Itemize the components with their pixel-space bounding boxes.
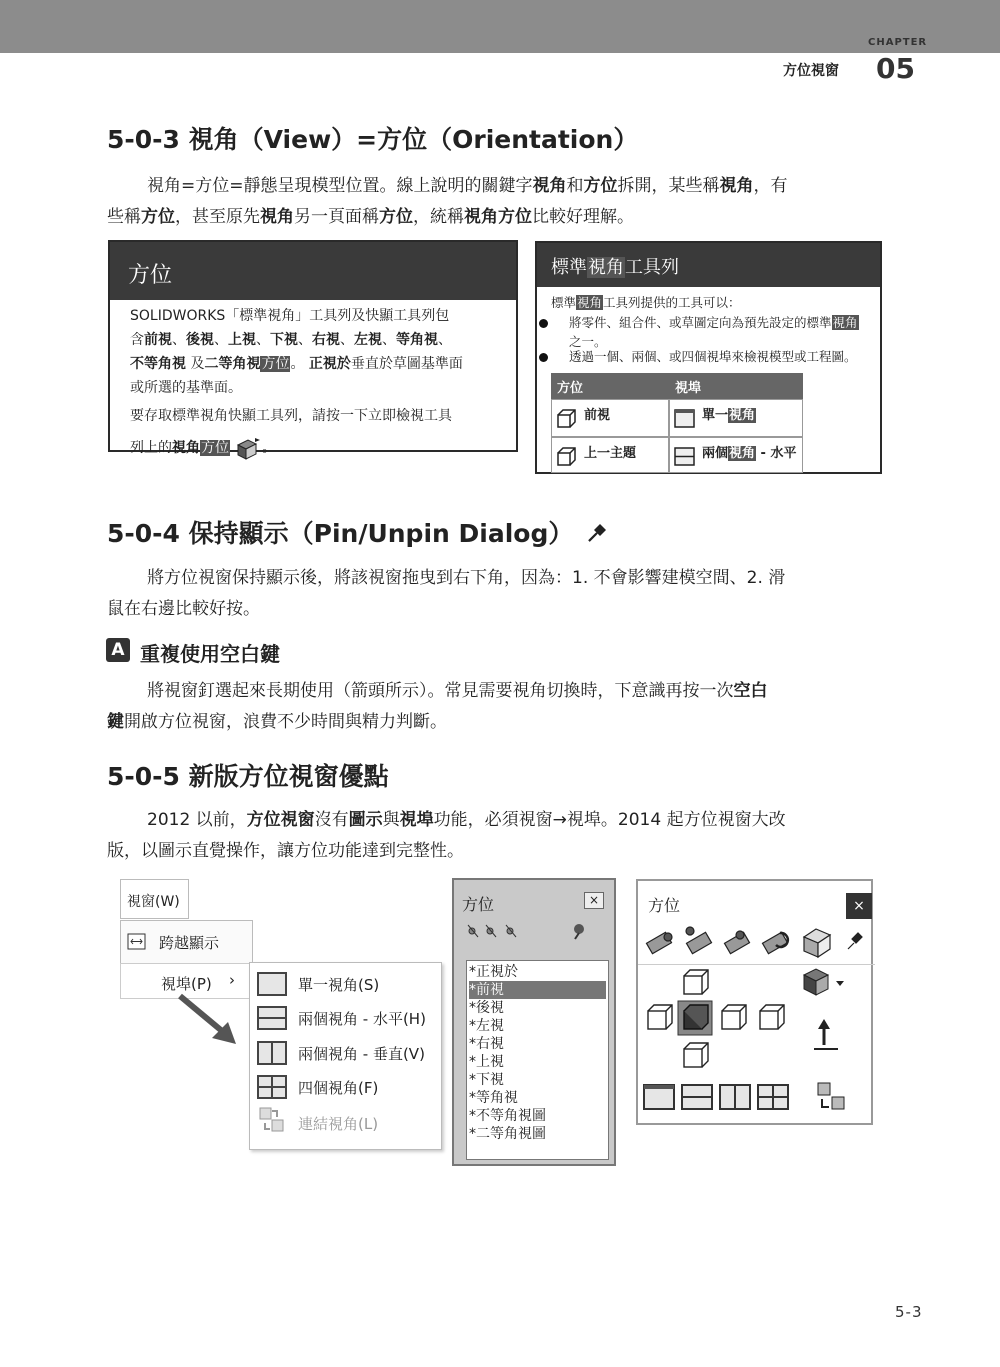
submenu-item-disabled: 連結視角(L) xyxy=(298,1115,379,1133)
section-title-5-0-3: 5-0-3 視角（View）=方位（Orientation） xyxy=(107,125,639,154)
single-view-icon xyxy=(674,408,696,430)
bullet-dot xyxy=(539,353,548,362)
reset-views-icon xyxy=(724,931,749,954)
orientation-help-box: 方位 SOLIDWORKS「標準視角」工具列及快顯工具列包 含前視、後視、上視、下視、右視、左視、等角視、 不等角視 及二等角視方位。 正視於垂直於草圖基準面 或所選的基準面。 要存取標準視角快顯工具列，請按一下立即檢視工具 列上的視角方位 。 xyxy=(108,240,518,452)
paragraph-line: 鼠在右邊比較好按。 xyxy=(107,599,260,619)
paragraph-line: 將方位視窗保持顯示後，將該視窗拖曳到右下角，因為：1. 不會影響建模空間、2. 滑 xyxy=(147,568,786,588)
bullet-dot xyxy=(539,319,548,328)
submenu-item[interactable]: 兩個視角 - 水平(H) xyxy=(298,1010,426,1028)
update-view-icon xyxy=(686,927,712,954)
panel-title: 方位 xyxy=(462,895,495,914)
toolbar-box-title: 標準視角工具列 xyxy=(537,243,880,287)
view-selector-icon xyxy=(804,929,830,957)
chapter-title: 方位視窗 xyxy=(783,63,839,79)
rotate-views-icon xyxy=(762,932,787,953)
previous-view-icon xyxy=(556,446,578,468)
front-view-icon-selected xyxy=(684,1005,708,1029)
paragraph-line: 將視窗釘選起來長期使用（箭頭所示）。常見需要視角切換時，下意識再按一次空白 xyxy=(147,681,768,701)
view-orientation-icon xyxy=(234,436,262,460)
table-cell xyxy=(551,437,669,473)
back-view-icon xyxy=(760,1005,784,1029)
panel-title: 方位 xyxy=(648,896,681,915)
submenu-item[interactable]: 四個視角(F) xyxy=(298,1079,379,1097)
pin-icon xyxy=(848,933,862,949)
single-view-icon xyxy=(257,972,287,996)
left-view-icon xyxy=(648,1005,672,1029)
help-line: 含前視、後視、上視、下視、右視、左視、等角視、 xyxy=(130,332,452,348)
help-line: SOLIDWORKS「標準視角」工具列及快顯工具列包 xyxy=(130,308,450,324)
menu-item-label: 視埠(P) xyxy=(161,975,212,993)
chapter-label: CHAPTER xyxy=(868,37,928,48)
top-view-icon xyxy=(684,970,708,994)
submenu-item[interactable]: 單一視角(S) xyxy=(298,976,380,994)
view-list-item[interactable]: *右視 xyxy=(469,1036,504,1052)
help-line: 要存取標準視角快顯工具列，請按一下立即檢視工具 xyxy=(130,408,452,424)
normal-to-icon xyxy=(814,1019,838,1049)
view-list-item-selected[interactable]: *前視 xyxy=(469,981,606,999)
cross-display-icon xyxy=(127,933,147,951)
right-view-icon xyxy=(722,1005,746,1029)
pin-icon xyxy=(586,522,608,544)
view-list-item[interactable]: *等角視 xyxy=(469,1090,518,1106)
section-title-text: 5-0-4 保持顯示（Pin/Unpin Dialog） xyxy=(107,519,574,548)
view-list-item[interactable]: *二等角視圖 xyxy=(469,1126,546,1142)
view-list-item[interactable]: *上視 xyxy=(469,1054,504,1070)
help-line: 或所選的基準面。 xyxy=(130,380,242,396)
section-title-5-0-4 xyxy=(107,514,608,550)
section-title-5-0-5: 5-0-5 新版方位視窗優點 xyxy=(107,762,389,791)
chapter-number: 05 xyxy=(876,52,915,85)
orientation-panel-2012 xyxy=(452,878,616,1166)
two-view-vertical-icon xyxy=(720,1085,750,1109)
two-view-horizontal-icon xyxy=(674,446,696,468)
paragraph-line: 些稱方位，甚至原先視角另一頁面稱方位，統稱視角方位比較好理解。 xyxy=(107,207,634,227)
link-views-icon xyxy=(818,1083,844,1109)
view-list-item[interactable]: *後視 xyxy=(469,1000,504,1016)
table-cell xyxy=(669,399,803,437)
table-header-viewport: 視埠 xyxy=(669,373,803,399)
window-menu[interactable]: 視窗(W) xyxy=(120,879,189,919)
pointer-arrow-icon xyxy=(176,992,246,1050)
submenu-arrow-icon: › xyxy=(229,971,235,989)
link-views-icon xyxy=(257,1105,287,1135)
bottom-view-icon xyxy=(684,1043,708,1067)
orientation-panel-2014 xyxy=(636,879,873,1125)
view-selector-dropdown-icon xyxy=(804,969,844,995)
single-view-icon xyxy=(644,1085,674,1109)
paragraph-line: 鍵開啟方位視窗，浪費不少時間與精力判斷。 xyxy=(107,712,447,732)
view-cubes xyxy=(638,967,875,1127)
paragraph-line: 視角=方位=靜態呈現模型位置。線上說明的關鍵字視角和方位拆開，某些稱視角，有 xyxy=(147,176,788,196)
subsection-badge: A xyxy=(106,638,130,662)
four-view-icon xyxy=(758,1085,788,1109)
view-list-item[interactable]: *下視 xyxy=(469,1072,504,1088)
toolbar-bullet-2: 透過一個、兩個、或四個視埠來檢視模型或工程圖。 xyxy=(569,349,857,364)
standard-views-toolbar-box xyxy=(535,241,882,474)
help-line: 不等角視 及二等角視方位。 正視於垂直於草圖基準面 xyxy=(130,356,463,372)
cell-text: 前視 xyxy=(584,408,611,423)
table-header-orientation: 方位 xyxy=(551,373,669,399)
two-view-horizontal-icon xyxy=(257,1006,287,1030)
help-box-title: 方位 xyxy=(110,242,516,300)
viewport-submenu xyxy=(249,962,442,1150)
page-number: 5-3 xyxy=(895,1303,923,1321)
close-button[interactable]: × xyxy=(846,893,872,919)
table-cell xyxy=(669,437,803,473)
two-view-horizontal-icon xyxy=(682,1085,712,1109)
menu-item-cross-display[interactable] xyxy=(120,920,253,964)
paragraph-line: 2012 以前，方位視窗沒有圖示與視埠功能，必須視窗→視埠。2014 起方位視窗大改 xyxy=(147,810,786,830)
view-list-item[interactable]: *不等角視圖 xyxy=(469,1108,546,1124)
close-button[interactable]: × xyxy=(584,892,604,909)
view-list-item[interactable]: *正視於 xyxy=(469,964,518,980)
cell-text: 單一視角 xyxy=(702,408,756,423)
view-list xyxy=(466,960,609,1160)
menu-item-label: 跨越顯示 xyxy=(159,934,220,952)
top-banner xyxy=(0,0,1000,53)
cell-text: 兩個視角 - 水平 xyxy=(702,446,797,461)
submenu-item[interactable]: 兩個視角 - 垂直(V) xyxy=(298,1045,425,1063)
paragraph-line: 版，以圖示直覺操作，讓方位功能達到完整性。 xyxy=(107,841,464,861)
subsection-title: 重複使用空白鍵 xyxy=(140,642,280,666)
four-view-icon xyxy=(257,1075,287,1099)
orientation-toolbar xyxy=(644,923,869,961)
view-list-item[interactable]: *左視 xyxy=(469,1018,504,1034)
front-view-icon xyxy=(556,408,578,430)
toolbar-intro: 標準視角工具列提供的工具可以： xyxy=(551,295,741,310)
view-tools-icon[interactable] xyxy=(466,922,528,940)
toolbar-bullet-1-cont: 之一。 xyxy=(569,334,607,349)
cell-text: 上一主題 xyxy=(584,446,637,461)
toolbar-bullet-1: 將零件、組合件、或草圖定向為預先設定的標準視角 xyxy=(569,315,858,330)
help-line: 列上的視角方位 xyxy=(130,440,229,456)
pin-icon[interactable] xyxy=(570,922,588,940)
new-view-icon xyxy=(646,932,672,953)
table-cell xyxy=(551,399,669,437)
two-view-vertical-icon xyxy=(257,1041,287,1065)
